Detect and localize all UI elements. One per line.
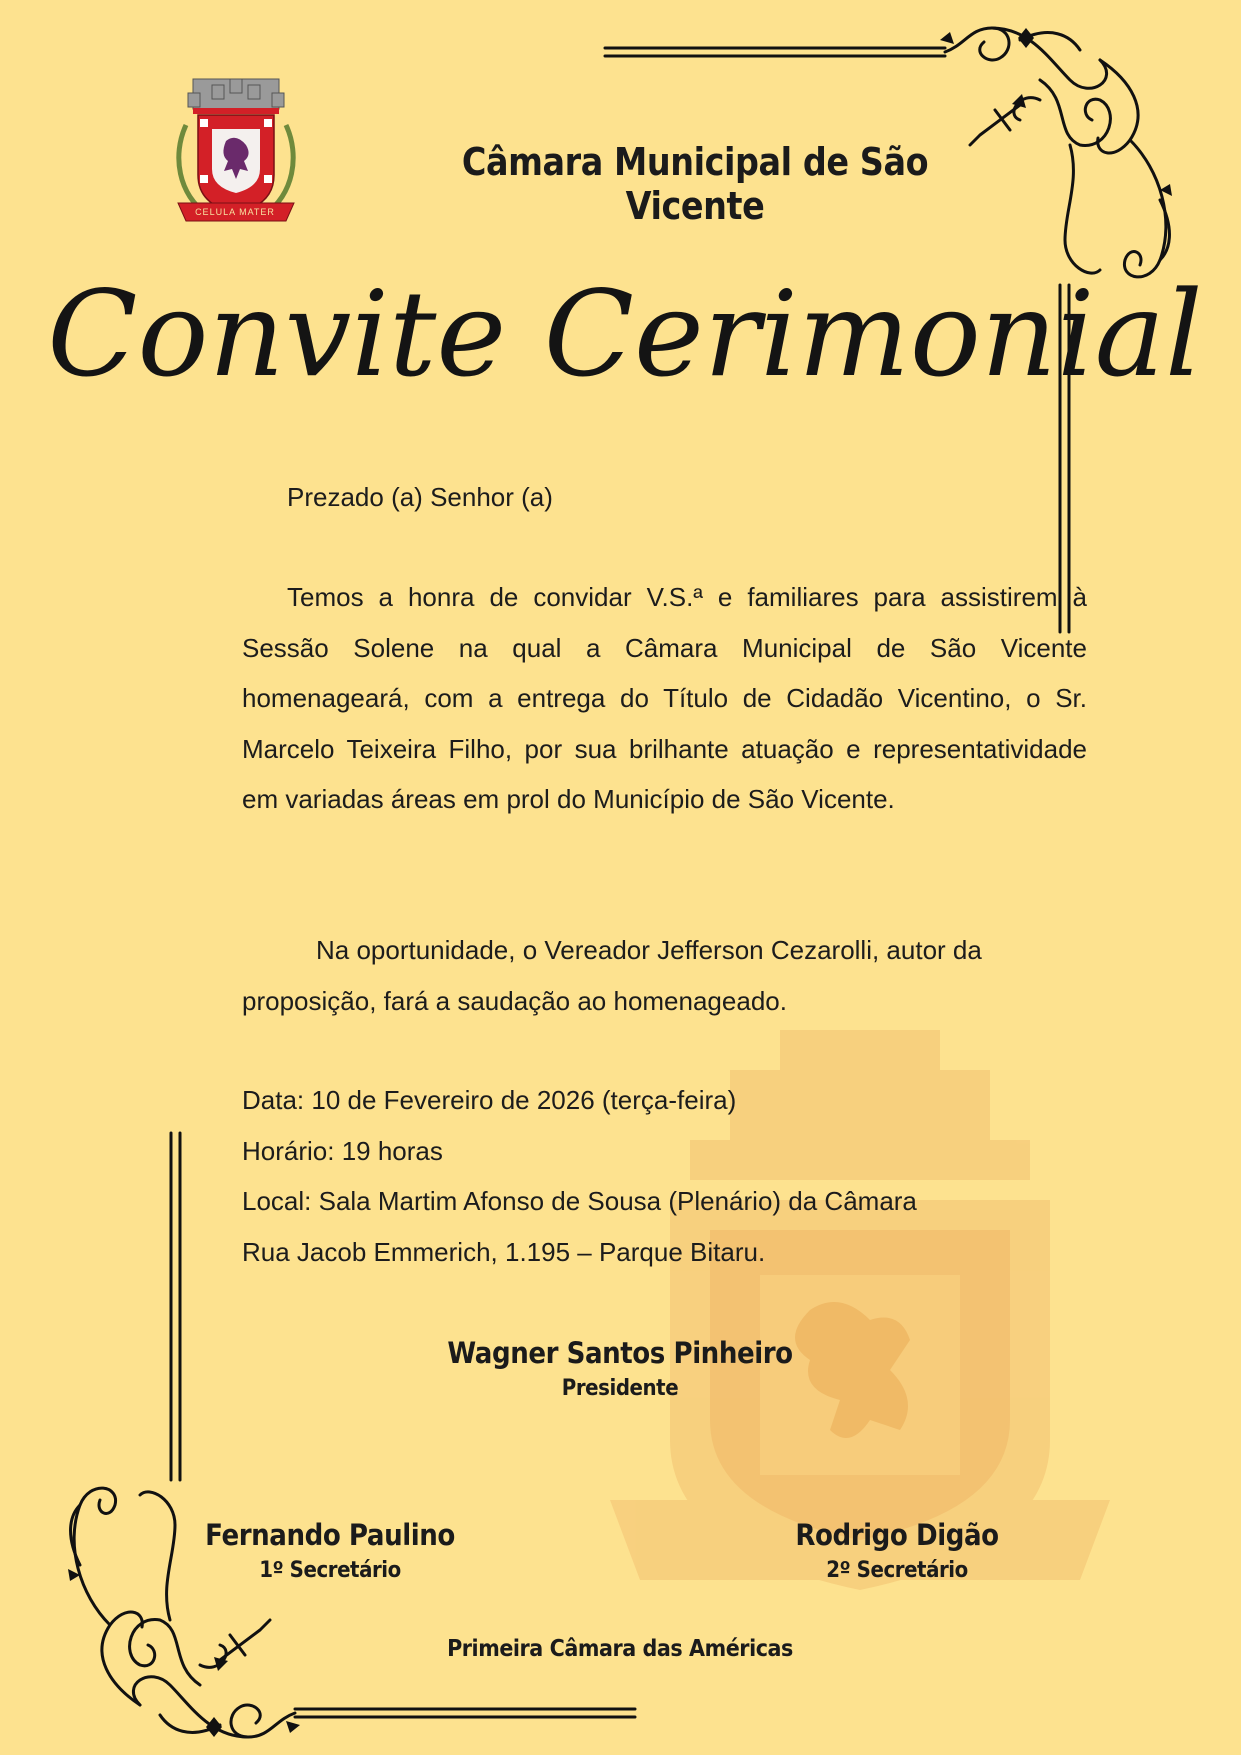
second-secretary-role: 2º Secretário (826, 1558, 968, 1583)
second-secretary-signature (747, 1518, 1047, 1583)
event-place: Local: Sala Martim Afonso de Sousa (Plenário) da Câmara (242, 1186, 917, 1216)
event-info (242, 1075, 1087, 1277)
invitation-paragraph-text: Temos a honra de convidar V.S.ª e familiares para assistirem à Sessão Solene na qual a Câmara Municipal de São Vicente homenageará, com a entrega do Título de Cidadão Vicentino, o Sr. Marcelo Teixeira Filho, por sua brilhante atuação e representatividade em variadas áreas em prol do Município de São Vicente. (242, 582, 1087, 814)
invitation-heading (47, 225, 1203, 425)
president-role: Presidente (561, 1376, 679, 1401)
president-name: Wagner Santos Pinheiro (447, 1336, 793, 1370)
heading-text: Convite Cerimonial (47, 265, 1203, 403)
president-signature (420, 1336, 820, 1401)
tribute-paragraph-text: Na oportunidade, o Vereador Jefferson Cezarolli, autor da proposição, fará a saudação ao homenageado. (242, 935, 982, 1016)
first-secretary-name: Fernando Paulino (205, 1518, 455, 1552)
tribute-paragraph (242, 925, 1087, 1026)
footer-motto: Primeira Câmara das Américas (447, 1636, 793, 1662)
coat-of-arms-icon (168, 75, 304, 227)
event-time: Horário: 19 horas (242, 1135, 443, 1166)
event-date: Data: 10 de Fevereiro de 2026 (terça-feira) (242, 1085, 737, 1115)
first-secretary-signature (180, 1518, 480, 1583)
greeting: Prezado (a) Senhor (a) (287, 482, 553, 512)
event-address: Rua Jacob Emmerich, 1.195 – Parque Bitaru. (242, 1236, 766, 1267)
second-secretary-name: Rodrigo Digão (795, 1518, 999, 1552)
first-secretary-role: 1º Secretário (259, 1558, 401, 1583)
page-title: Câmara Municipal de São Vicente (461, 140, 929, 228)
invitation-paragraph (242, 572, 1087, 825)
crest-motto: CELULA MATER (195, 207, 275, 217)
